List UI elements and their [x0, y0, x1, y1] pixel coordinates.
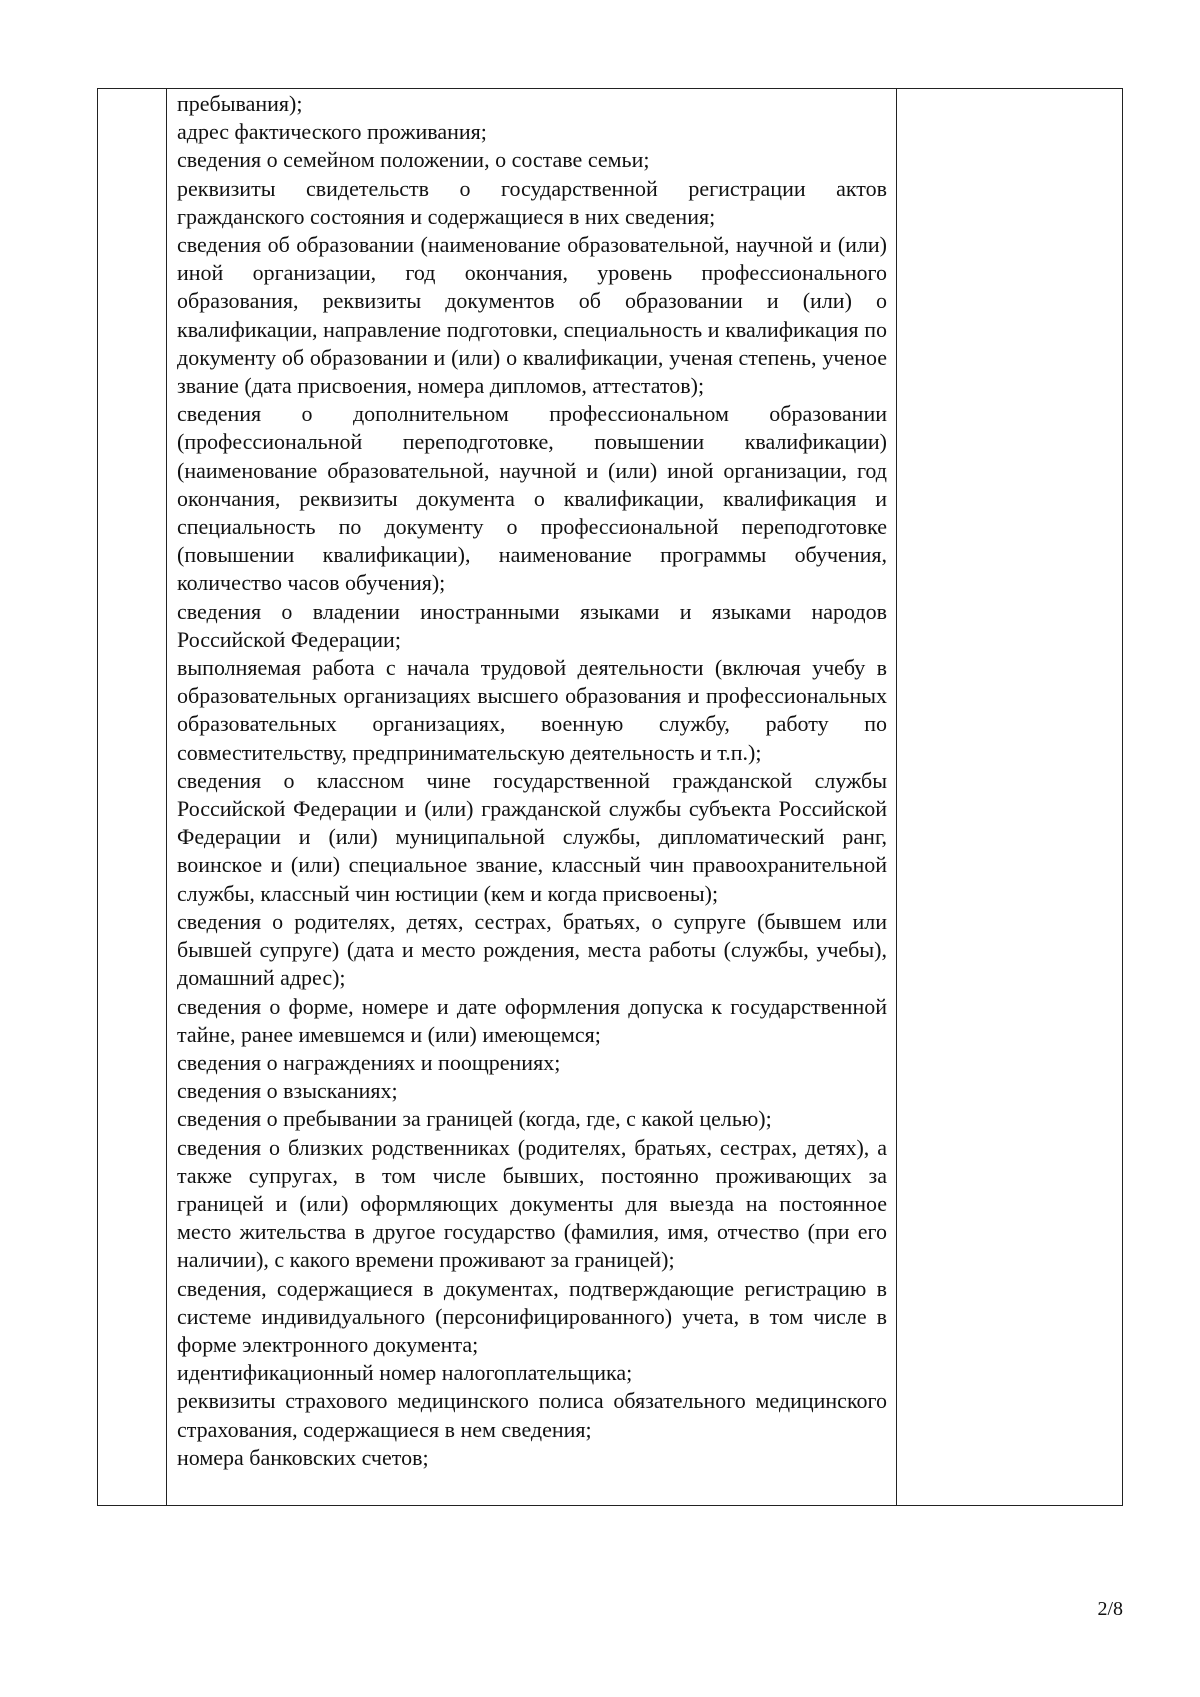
list-item: выполняемая работа с начала трудовой деятельности (включая учебу в образовательных организациях высшего образования и профессиональных образовательных организациях, военную службу, работу по совместительству, предпринимательскую деятельность и т.п.);	[177, 655, 887, 765]
list-item: реквизиты страхового медицинского полиса обязательного медицинского страхования, содержащиеся в нем сведения;	[177, 1388, 887, 1442]
list-item: реквизиты свидетельств о государственной регистрации актов гражданского состояния и содержащиеся в них сведения;	[177, 175, 887, 229]
list-item: сведения о близких родственниках (родителях, братьях, сестрах, детях), а также супругах, в том числе бывших, постоянно проживающих за границей и (или) оформляющих документы для выезда на постоянное место жительства в другое государство (фамилия, имя, отчество (при его наличии), с какого времени проживают за границей);	[177, 1134, 887, 1273]
list-item: сведения о классном чине государственной гражданской службы Российской Федерации и (или) гражданской службы субъекта Российской Федерации и (или) муниципальной службы, дипломатический ранг, воинское и (или) специальное звание, классный чин правоохранительной службы, классный чин юстиции (кем и когда присвоены);	[177, 767, 887, 906]
list-item: сведения об образовании (наименование образовательной, научной и (или) иной организации, год окончания, уровень профессионального образования, реквизиты документов об образовании и (или) о квалификации, направление подготовки, специальность и квалификация по документу об образовании и (или) о квалификации, ученая степень, ученое звание (дата присвоения, номера дипломов, аттестатов);	[177, 232, 887, 399]
list-item: сведения о родителях, детях, сестрах, братьях, о супруге (бывшем или бывшей супруге) (дата и место рождения, места работы (службы, учебы), домашний адрес);	[177, 908, 887, 991]
list-item: номера банковских счетов;	[177, 1444, 429, 1470]
page-number: 2/8	[1097, 1598, 1123, 1620]
list-item: сведения о форме, номере и дате оформления допуска к государственной тайне, ранее имевшемся и (или) имеющемся;	[177, 993, 887, 1047]
list-item: сведения, содержащиеся в документах, подтверждающие регистрацию в системе индивидуального (персонифицированного) учета, в том числе в форме электронного документа;	[177, 1275, 887, 1357]
table-cell-content	[177, 90, 887, 1472]
list-item: сведения о награждениях и поощрениях;	[177, 1049, 561, 1075]
list-item: сведения о взысканиях;	[177, 1078, 398, 1104]
list-item: идентификационный номер налогоплательщика;	[177, 1360, 633, 1386]
table-column-divider-left	[166, 89, 167, 1505]
list-item: сведения о пребывании за границей (когда, где, с какой целью);	[177, 1106, 772, 1132]
list-item: сведения о семейном положении, о составе семьи;	[177, 147, 650, 173]
table-column-divider-right	[896, 89, 897, 1505]
list-item: адрес фактического проживания;	[177, 119, 487, 145]
list-item: сведения о дополнительном профессиональном образовании (профессиональной переподготовке, повышении квалификации) (наименование образовательной, научной и (или) иной организации, год окончания, реквизиты документа о квалификации, квалификация и специальность по документу о профессиональной переподготовке (повышении квалификации), наименование программы обучения, количество часов обучения);	[177, 401, 887, 596]
list-item: сведения о владении иностранными языками и языками народов Российской Федерации;	[177, 598, 887, 652]
list-item: пребывания);	[177, 91, 303, 116]
